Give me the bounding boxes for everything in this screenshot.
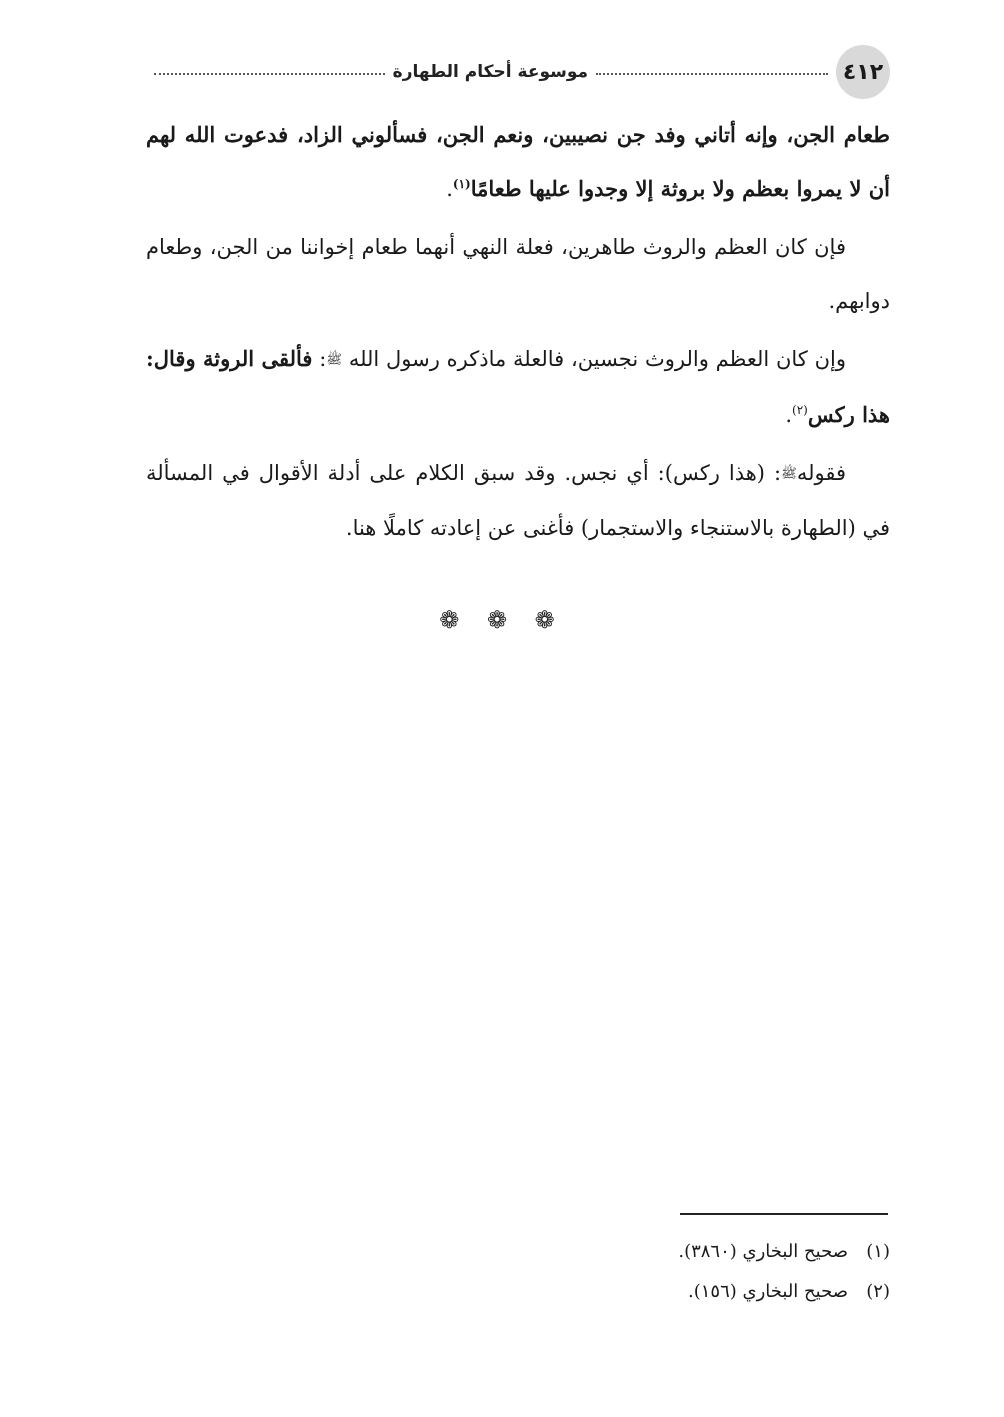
header-dotted-rule-right	[596, 73, 828, 75]
section-ornament: ❁ ❁ ❁	[439, 606, 565, 634]
main-text	[146, 108, 890, 559]
colon: :	[312, 347, 327, 371]
footnote-ref-2: (٢)	[792, 402, 808, 417]
paragraph-explanation	[146, 446, 890, 556]
header-dotted-rule-left	[154, 73, 385, 75]
footnote-number: (١)	[866, 1241, 890, 1262]
hadith-quote-text: طعام الجن، وإنه أتاني وفد جن نصيبين، ونعم الجن، فسألوني الزاد، فدعوت الله لهم أن لا يمروا بعظم ولا بروثة إلا وجدوا عليها طعامًا	[146, 122, 890, 201]
paragraph-impurity-case	[146, 332, 890, 442]
footnote-text: صحيح البخاري (٣٨٦٠).	[678, 1241, 848, 1262]
running-title: موسوعة أحكام الطهارة	[392, 62, 588, 82]
footnote-number: (٢)	[866, 1281, 890, 1302]
paragraph-hadith-quote	[146, 108, 890, 216]
period: .	[446, 177, 453, 201]
page-header	[146, 44, 890, 100]
page-number: ٤١٢	[836, 45, 890, 99]
explanation-text: : (هذا ركس): أي نجس. وقد سبق الكلام على أدلة الأقوال في المسألة في (الطهارة بالاستنجاء والاستجمار) فأغنى عن إعادته كاملًا هنا.	[146, 460, 890, 540]
period: .	[785, 402, 793, 427]
footnote-text: صحيح البخاري (١٥٦).	[688, 1281, 848, 1302]
paragraph-purity-case: فإن كان العظم والروث طاهرين، فعلة النهي أنهما طعام إخواننا من الجن، وطعام دوابهم.	[146, 235, 890, 313]
salutation-glyph: ﷺ	[326, 352, 343, 368]
explanation-start: فقوله	[796, 460, 846, 485]
footnotes	[146, 1232, 890, 1312]
footnote-separator	[680, 1213, 888, 1215]
hadith-quote-bold: فألقى الروثة وقال: هذا ركس	[146, 346, 890, 427]
footnote-item	[146, 1272, 890, 1312]
footnote-ref-1: (١)	[452, 177, 471, 191]
salutation-glyph: ﷺ	[781, 466, 797, 481]
footnote-item	[146, 1232, 890, 1272]
impurity-case-text: وإن كان العظم والروث نجسين، فالعلة ماذكره رسول الله	[348, 347, 846, 371]
